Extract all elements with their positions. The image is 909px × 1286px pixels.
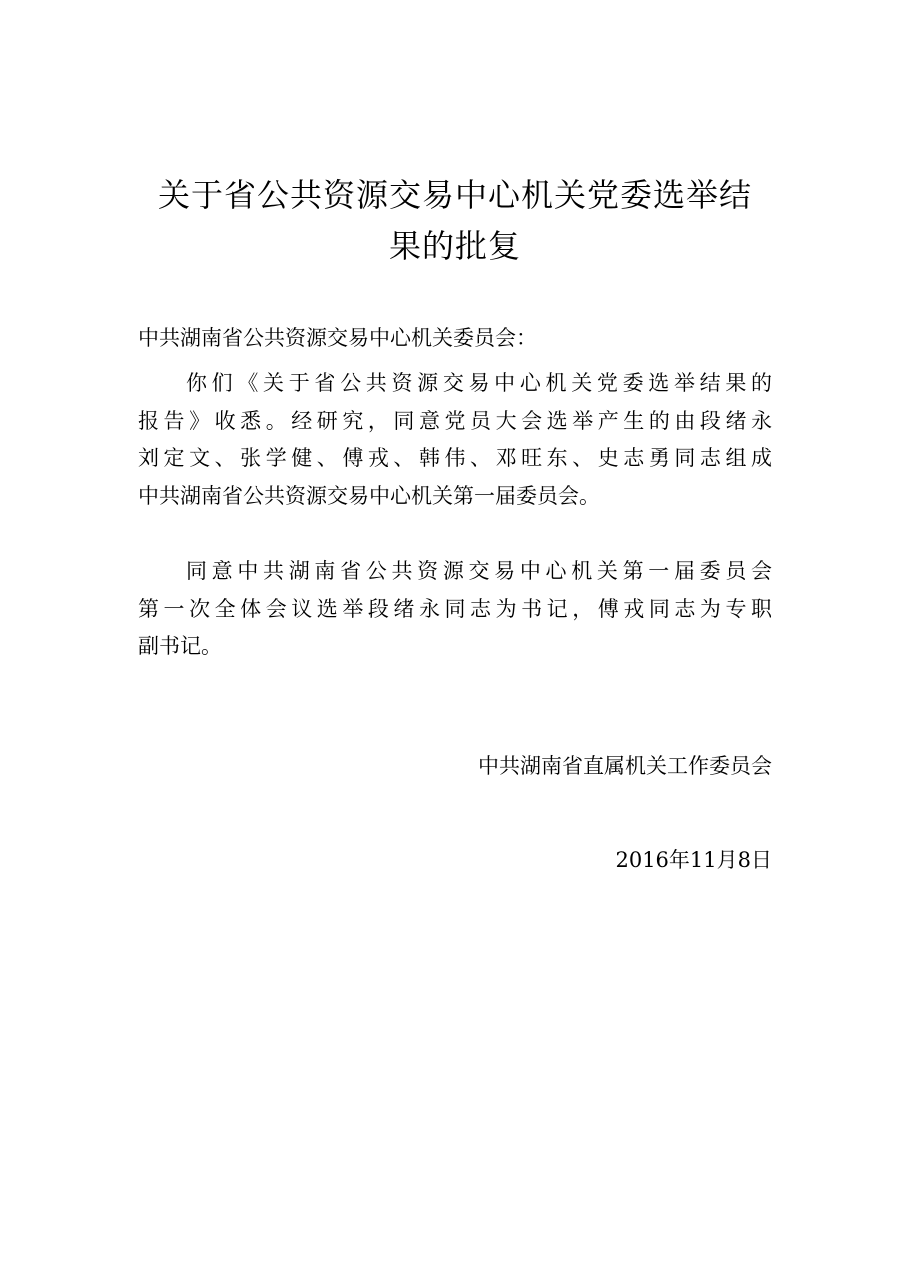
paragraph-2 (138, 553, 772, 666)
issue-date: 2016年11月8日 (615, 848, 772, 872)
paragraph-1-line-3: 刘定文、张学健、傅戎、韩伟、邓旺东、史志勇同志组成 (138, 446, 772, 471)
paragraph-2-line-1: 同意中共湖南省公共资源交易中心机关第一届委员会 (186, 559, 772, 583)
title-line-2: 果的批复 (388, 227, 521, 265)
paragraph-1 (138, 365, 772, 515)
addressee: 中共湖南省公共资源交易中心机关委员会： (138, 326, 537, 350)
paragraph-2-line-3: 副书记。 (138, 634, 222, 659)
document-title (138, 170, 772, 272)
title-line-1: 关于省公共资源交易中心机关党委选举结 (157, 176, 752, 214)
paragraph-1-line-2: 报告》收悉。经研究，同意党员大会选举产生的由段绪永 (138, 408, 772, 433)
paragraph-1-line-4: 中共湖南省公共资源交易中心机关第一届委员会。 (138, 483, 600, 508)
paragraph-2-line-2: 第一次全体会议选举段绪永同志为书记，傅戎同志为专职 (138, 596, 772, 621)
issuer-signature: 中共湖南省直属机关工作委员会 (478, 754, 772, 778)
paragraph-1-line-1: 你们《关于省公共资源交易中心机关党委选举结果的 (186, 371, 772, 395)
